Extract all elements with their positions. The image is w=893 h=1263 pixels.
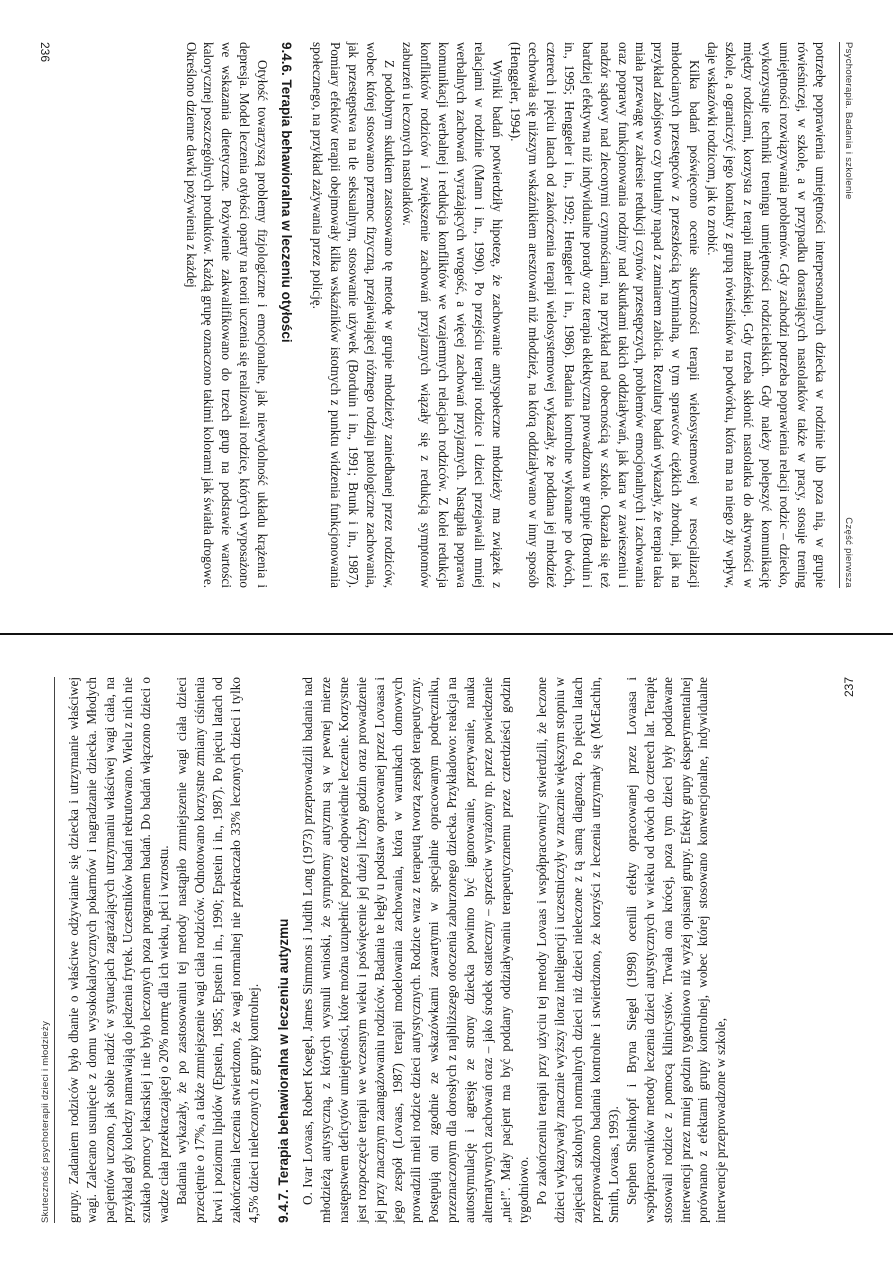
running-head-title: Psychoterapia. Badania i szkolenie xyxy=(842,42,854,200)
paragraph-1: potrzebę poprawienia umiejętności interpersonalnych dziecka w rodzinie lub poza nią, w grupie rówieśniczej, w szkole, a w przypadku dorastających nastolatków także w pracy, stosuje trening umiejętności rozwiązywania problemów. Gdy zachodzi potrzeba poprawienia relacji rodzic – dziecko, wykorzystuje techniki treningu umiejętności rodzicielskich. Gdy należy polepszyć komunikację między rodzicami, korzysta z terapii małżeńskiej. Gdy trzeba skłonić nastolatka do aktywności w szkole, a ograniczyć jego kontakty z grupą rówieśników na podwórku, która ma na niego zły wpływ, daje wskazówki rodzicom, jak to zrobić. xyxy=(704,42,828,588)
paragraph-5: Stephen Sheinkopf i Bryna Siegel (1998) ocenili efekty opracowanej przez Lovaasa i współpracowników metody leczenia dzieci autystycznych w wieku od dwóch do czterech lat. Terapię stosowali rodzice z pomocą klinicystów. Trwała ona krócej, poza tym dzieci były poddawane interwencji przez mniej godzin tygodniowo niż wyżej opisanej grupy. Efekty grupy eksperymentalnej porównano z efektami grupy kontrolnej, wobec której stosowano konwencjonalne, indywidualne interwencje przeprowadzone w szkole, xyxy=(623,676,728,1223)
page-236-sheet xyxy=(22,20,872,610)
paragraph-4: Po zakończeniu terapii przy użyciu tej metody Lovaas i współpracownicy stwierdzili, że leczone dzieci wykazywały znacznie wyższy iloraz inteligencji i uczestniczyły w znacznie większym stopniu w zajęciach szkolnych normalnych dzieci niż dzieci nieleczone z tą samą diagnozą. Po pięciu latach przeprowadzono badania kontrolne i stwierdzono, że korzyści z leczenia utrzymały się (McEachin, Smith, Lovaas, 1993). xyxy=(533,676,621,1223)
section-heading-9-4-7: 9.4.7. Terapia behawioralna w leczeniu autyzmu xyxy=(275,918,291,1223)
page-237-sheet xyxy=(22,655,872,1245)
paragraph-5: Otyłość towarzyszą problemy fizjologiczne i emocjonalne, jak niewydolność układu krążenia i depresja. Model leczenia otyłości oparty na teorii uczenia się realizowali rodzice, których wyposażono we wskazania dietetyczne. Pożywienie zakwalifikowano do trzech grup na podstawie wartości kalorycznej poszczególnych produktów. Każdą grupę oznaczono takimi kolorami jak światła drogowe. Określono dzienne dawki pożywienia z każdej xyxy=(183,42,270,588)
running-head-237 xyxy=(40,677,55,1223)
paragraph-3: Wyniki badań potwierdziły hipotezę, że zachowanie antyspołeczne młodzieży ma związek z relacjami w rodzinie (Mann i in., 1990). Po przejściu terapii rodzice i dzieci przejawiali mniej werbalnych zachowań wyrażających wrogość, a więcej zachowań przyjaznych. Nastąpiła poprawa komunikacji werbalnej i redukcja konfliktów we wzajemnych relacjach rodziców. Z kolei redukcja konfliktów rodziców i zwiększenie zachowań przyjaznych wiązały się z redukcją symptomów zaburzeń u leczonych nastolatków. xyxy=(399,42,505,588)
paragraph-4: Z podobnym skutkiem zastosowano tę metodę w grupie młodzieży zaniedbanej przez rodziców, wobec której stosowano przemoc fizyczną, przejawiającej różnego rodzaju patologiczne zachowania, jak przestępstwa na tle seksualnym, stosowanie używek (Borduin i in., 1991; Brunk i in., 1987). Pomiary efektów terapii obejmowały kilka wskaźników istotnych z punktu widzenia funkcjonowania społecznego, na przykład zażywania przez policję. xyxy=(309,42,397,588)
paragraph-2: Badania wykazały, że po zastosowaniu tej metody nastąpiło zmniejszenie wagi ciała dzieci przeciętnie o 17%, a także zmniejszenie wagi ciała rodziców. Odnotowano korzystne zmiany ciśnienia krwi i poziomu lipidów (Epstein, 1985; Epstein i in., 1990; Epstein i in., 1987). Po pięciu latach od zakończenia leczenia stwierdzono, że wagi normalnej nie przekraczało 33% leczonych dzieci i tylko 4,5% dzieci nieleczonych z grupy kontrolnej. xyxy=(173,676,261,1223)
paragraph-1: grupy. Zadaniem rodziców było dbanie o właściwe odżywianie się dziecka i utrzymanie właściwej wagi. Zalecano usunięcie z domu wysokokalorycznych pokarmów i nagradzanie dziecka. Młodych pacjentów uczono, jak sobie radzić w sytuacjach zagrażających utrzymaniu właściwej wagi ciała, na przykład gdy koledzy namawiają do jedzenia frytek. Uczestników badań rekrutowano. Wielu z nich nie szukało pomocy lekarskiej i nie było leczonych poza programem badań. Do badań włączono dzieci o wadze ciała przekraczającej o 20% normę dla ich wieku, płci i wzrostu. xyxy=(65,676,171,1223)
running-head-236 xyxy=(839,42,854,588)
page-236 xyxy=(0,0,893,630)
page-number-237: 237 xyxy=(841,676,856,697)
paragraph-3: O. Ivar Lovaas, Robert Koegel, James Simmons i Judith Long (1973) przeprowadzili badania nad młodzieżą autystyczną, z których wysnuli wnioski, że symptomy autyzmu są w pewnej mierze następstwem deficytów umiejętności, które można uzupełnić poprzez odpowiednie leczenie. Korzystne jest rozpoczęcie terapii we wczesnym wieku i poświęcenie jej dużej liczby godzin oraz prowadzenie jej przy znacznym zaangażowaniu rodziców. Badania te legły u podstaw opracowanej przez Lovaasa i jego zespół (Lovaas, 1987) terapii modelowania zachowania, która w warunkach domowych prowadzili mieli rodzice dzieci autystycznych. Rodzice wraz z terapeutą tworzą zespół terapeutyczny. Postępują oni zgodnie ze wskazówkami zawartymi w specjalnie opracowanym podręczniku, przeznaczonym dla dorosłych z najbliższego otoczenia zaburzonego dziecka. Przykładowo: reakcja na autostymulację i agresję ze strony dziecka powinno być ignorowanie, przerywanie, nauka alternatywnych zachowań oraz – jako środek ostateczny – sprzeciw wyrażony np. przez powiedzenie „nie!”. Mały pacjent ma być poddany oddziaływaniu terapeutycznemu przez czterdzieści godzin tygodniowo. xyxy=(299,676,531,1223)
running-head-part: Część pierwsza xyxy=(842,517,854,588)
section-heading-9-4-6: 9.4.6. Terapia behawioralna w leczeniu otyłości xyxy=(278,42,294,343)
page-237 xyxy=(0,636,893,1263)
running-head-title: Skuteczność psychoterapii dzieci i młodzieży xyxy=(39,1020,51,1223)
paragraph-2: Kilka badań poświęcono ocenie skuteczności terapii wielosystemowej w resocjalizacji młodocianych przestępców z przeszłością kryminalną, w tym sprawców ciężkich zbrodni, jak na przykład zabójstwo czy brutalny napad z zamiarem zabicia. Rezultaty badań wykazały, że terapia taka miała przewagę w zakresie redukcji czynów przestępczych, problemów emocjonalnych i zachowania oraz poprawy funkcjonowania rodziny nad skutkami takich oddziaływań, jak kara w zawieszeniu i nadzór sądowy nad zleconymi czynnościami, na przykład nad obecnością w szkole. Okazała się też bardziej efektywna niż indywidualne porady oraz terapia eklektyczna prowadzona w grupie (Borduin i in., 1995; Henggeler i in., 1992; Henggeler i in., 1986). Badania kontrolne wykonane po dwóch, czterech i pięciu latach od zakończenia terapii wielosystemowej wykazały, że poddana jej młodzież cechowała się niższym wskaźnikiem aresztowań niż młodzież, na którą oddziaływano w inny sposób (Henggeler, 1994). xyxy=(507,42,702,588)
page-number-236: 236 xyxy=(37,42,52,63)
